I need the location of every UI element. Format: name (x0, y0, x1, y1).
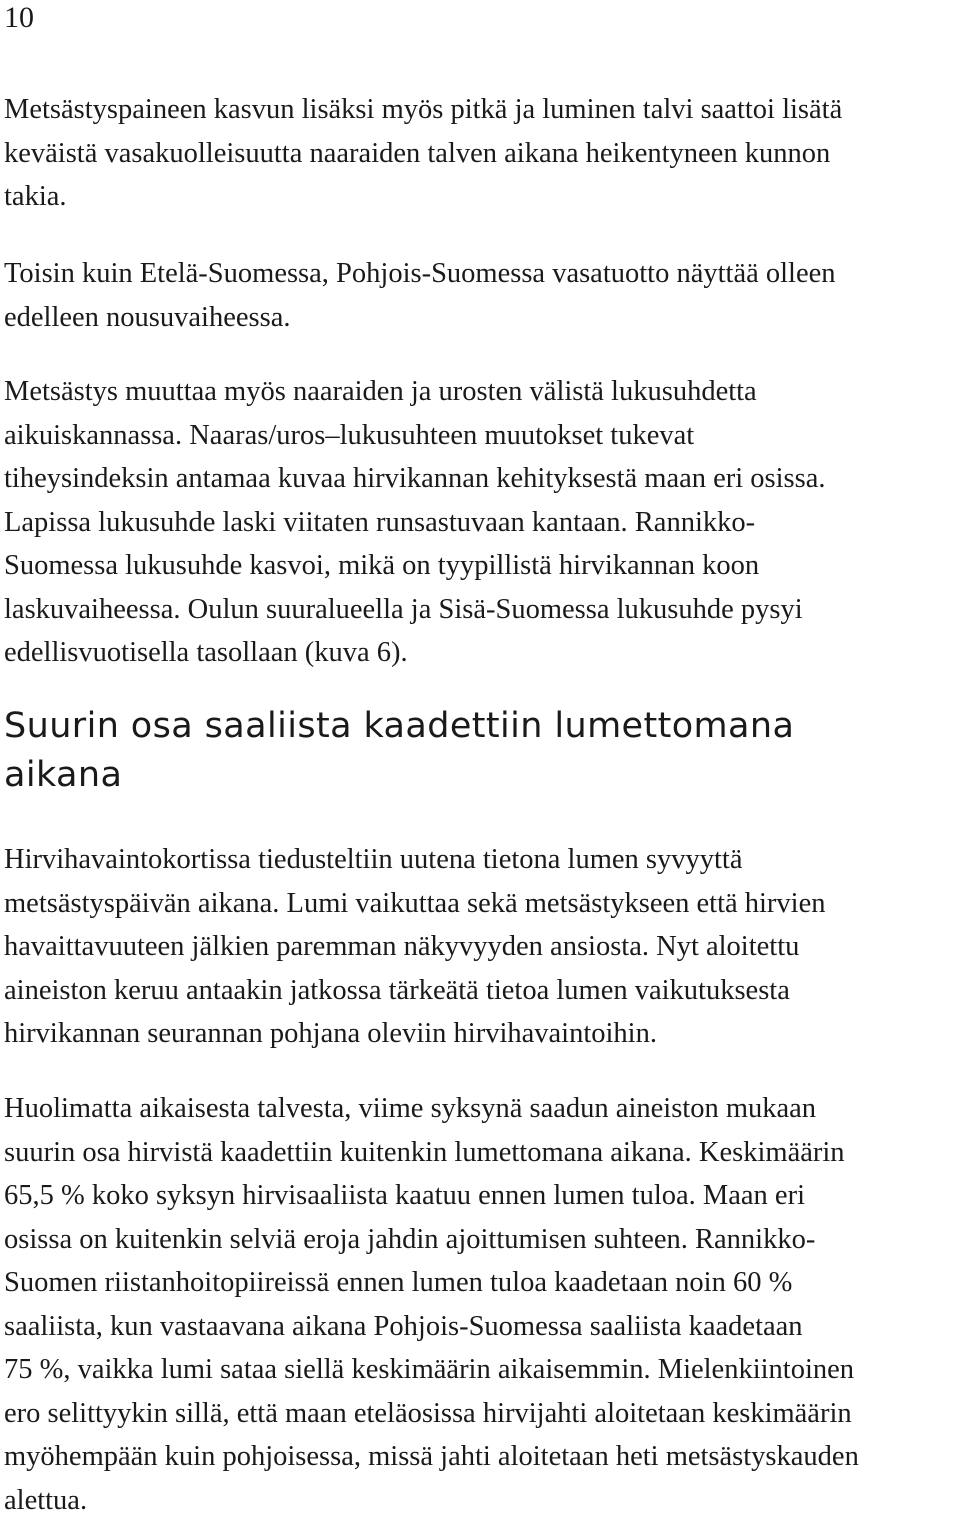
text-line: metsästyspäivän aikana. Lumi vaikuttaa sekä metsästykseen että hirvien (4, 882, 954, 926)
text-line: osissa on kuitenkin selviä eroja jahdin ajoittumisen suhteen. Rannikko- (4, 1218, 954, 1262)
text-line: Metsästys muuttaa myös naaraiden ja urosten välistä lukusuhdetta (4, 370, 954, 414)
text-line: laskuvaiheessa. Oulun suuralueella ja Sisä-Suomessa lukusuhde pysyi (4, 588, 954, 632)
text-line: suurin osa hirvistä kaadettiin kuitenkin lumettomana aikana. Keskimäärin (4, 1131, 954, 1175)
text-line: 65,5 % koko syksyn hirvisaaliista kaatuu ennen lumen tuloa. Maan eri (4, 1174, 954, 1218)
heading-line: aikana (4, 751, 954, 800)
text-line: Metsästyspaineen kasvun lisäksi myös pitkä ja luminen talvi saattoi lisätä (4, 88, 954, 132)
text-line: 75 %, vaikka lumi sataa siellä keskimäärin aikaisemmin. Mielenkiintoinen (4, 1348, 954, 1392)
text-line: aikuiskannassa. Naaras/uros–lukusuhteen muutokset tukevat (4, 414, 954, 458)
text-line: hirvikannan seurannan pohjana oleviin hirvihavaintoihin. (4, 1012, 954, 1056)
paragraph-calf-production (4, 252, 954, 339)
paragraph-hunting-pressure (4, 88, 954, 219)
page-number: 10 (4, 0, 34, 38)
text-line: Toisin kuin Etelä-Suomessa, Pohjois-Suomessa vasatuotto näyttää olleen (4, 252, 954, 296)
text-line: edelleen nousuvaiheessa. (4, 296, 954, 340)
text-line: ero selittyykin sillä, että maan eteläosissa hirvijahti aloitetaan keskimäärin (4, 1392, 954, 1436)
text-line: saaliista, kun vastaavana aikana Pohjois-Suomessa saaliista kaadetaan (4, 1305, 954, 1349)
paragraph-snowless-harvest (4, 1087, 954, 1522)
text-line: takia. (4, 175, 954, 219)
text-line: Suomen riistanhoitopiireissä ennen lumen tuloa kaadetaan noin 60 % (4, 1261, 954, 1305)
text-line: havaittavuuteen jälkien paremman näkyvyyden ansiosta. Nyt aloitettu (4, 925, 954, 969)
text-line: edellisvuotisella tasollaan (kuva 6). (4, 631, 954, 675)
heading-line: Suurin osa saaliista kaadettiin lumettomana (4, 702, 954, 751)
text-line: tiheysindeksin antamaa kuvaa hirvikannan kehityksestä maan eri osissa. (4, 457, 954, 501)
text-line: Huolimatta aikaisesta talvesta, viime syksynä saadun aineiston mukaan (4, 1087, 954, 1131)
paragraph-sex-ratio (4, 370, 954, 675)
text-line: Suomessa lukusuhde kasvoi, mikä on tyypillistä hirvikannan koon (4, 544, 954, 588)
paragraph-snow-depth (4, 838, 954, 1056)
text-line: myöhempään kuin pohjoisessa, missä jahti aloitetaan heti metsästyskauden (4, 1435, 954, 1479)
text-line: aineiston keruu antaakin jatkossa tärkeätä tietoa lumen vaikutuksesta (4, 969, 954, 1013)
text-line: Hirvihavaintokortissa tiedusteltiin uutena tietona lumen syvyyttä (4, 838, 954, 882)
text-line: alettua. (4, 1479, 954, 1522)
text-line: keväistä vasakuolleisuutta naaraiden talven aikana heikentyneen kunnon (4, 132, 954, 176)
text-line: Lapissa lukusuhde laski viitaten runsastuvaan kantaan. Rannikko- (4, 501, 954, 545)
section-heading (4, 702, 954, 800)
